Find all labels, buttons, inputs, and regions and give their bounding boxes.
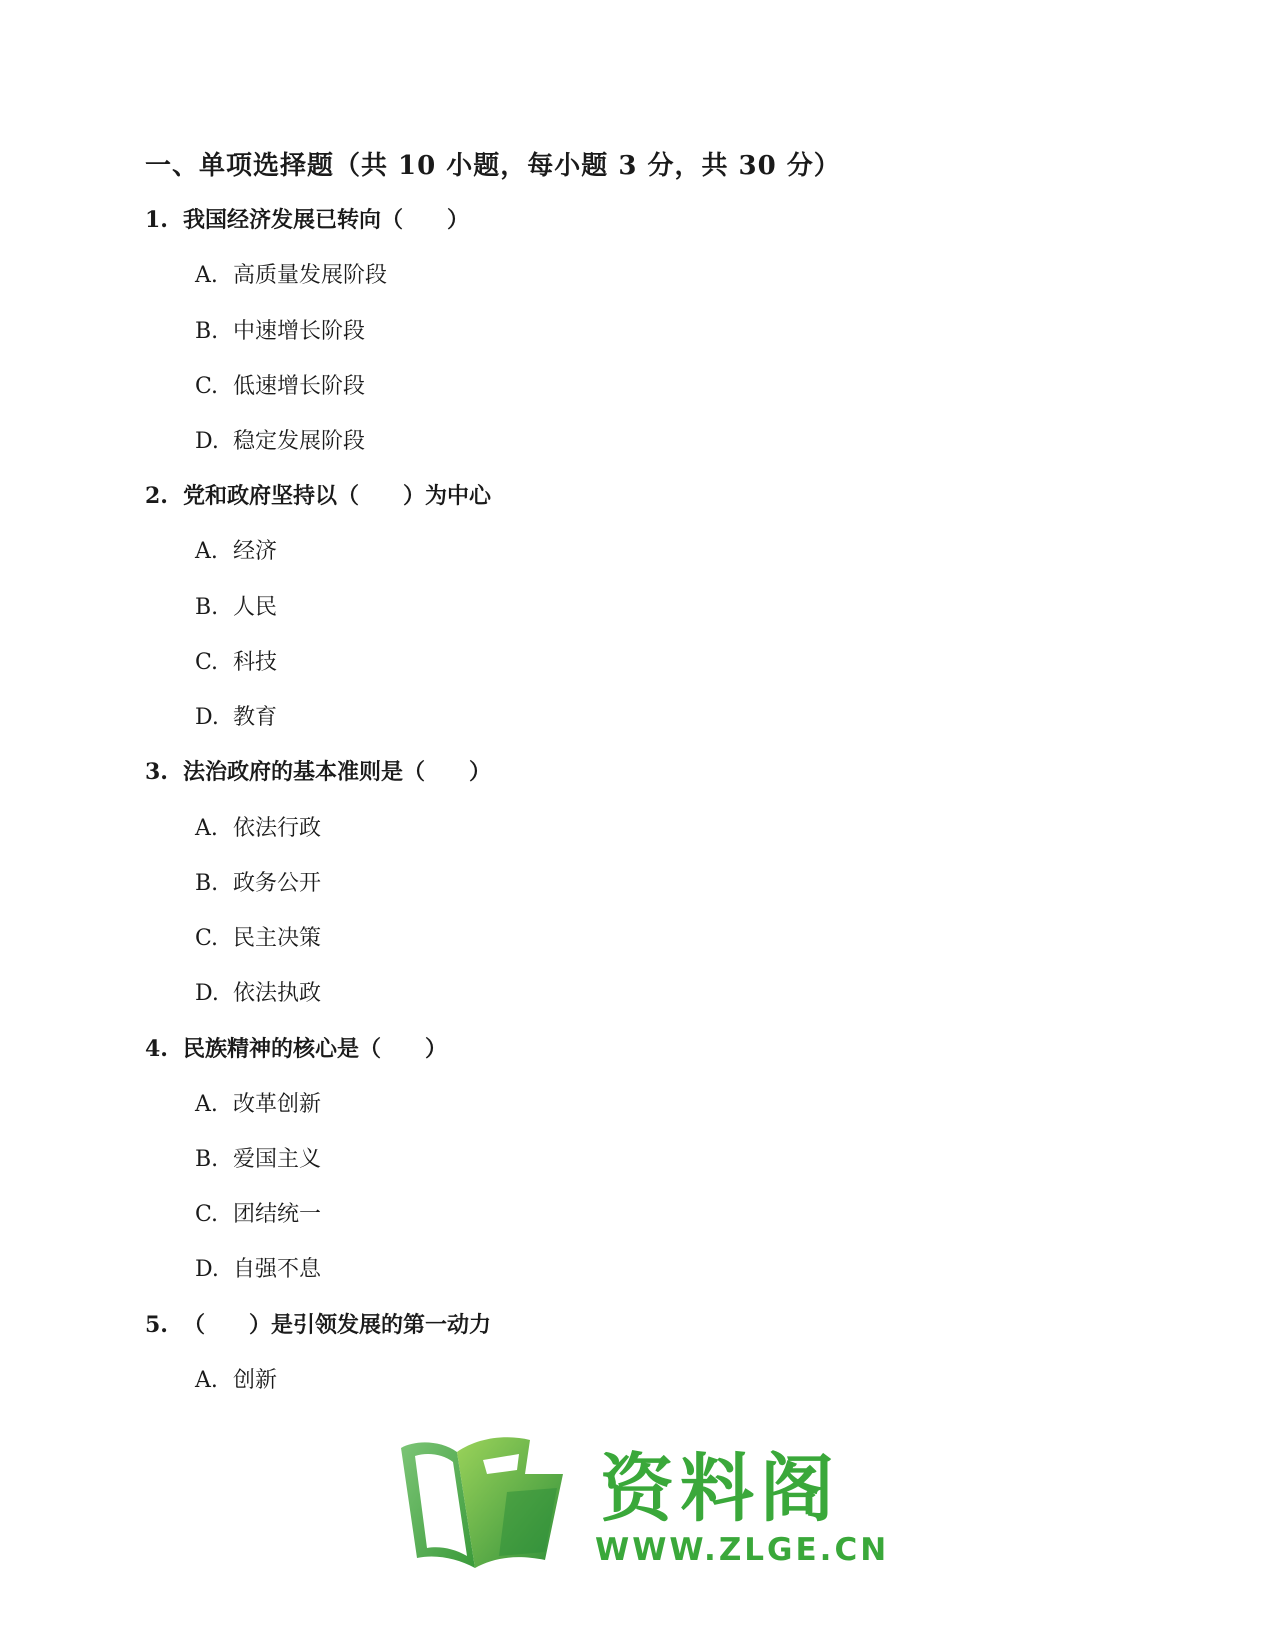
question-4-option-b [195, 1142, 321, 1173]
question-1-option-a [195, 258, 387, 289]
option-text: 高质量发展阶段 [233, 263, 388, 288]
question-number: 1. [145, 207, 168, 233]
question-number: 2. [145, 483, 168, 509]
section-title: 一、单项选择题（共 10 小题，每小题 3 分，共 30 分） [145, 151, 841, 181]
question-text: 民族精神的核心是（ ） [183, 1036, 448, 1062]
question-2-option-a [195, 534, 277, 565]
option-text: 科技 [233, 650, 278, 675]
question-4-option-d [195, 1252, 321, 1283]
question-4-option-a [195, 1087, 321, 1118]
question-text: 法治政府的基本准则是（ ） [183, 759, 492, 785]
option-text: 民主决策 [233, 926, 322, 951]
question-2-option-c [195, 645, 277, 676]
question-2-option-b [195, 590, 277, 621]
option-letter: D. [195, 1257, 219, 1282]
option-text: 改革创新 [233, 1092, 322, 1117]
question-5 [145, 1308, 491, 1339]
option-text: 经济 [233, 539, 278, 564]
option-text: 爱国主义 [233, 1147, 322, 1172]
question-number: 4. [145, 1036, 168, 1062]
option-text: 低速增长阶段 [233, 374, 366, 399]
question-text: （ ）是引领发展的第一动力 [183, 1312, 492, 1338]
option-text: 中速增长阶段 [233, 319, 366, 344]
question-2 [145, 479, 491, 510]
option-letter: D. [195, 429, 219, 454]
option-letter: B. [195, 595, 219, 620]
option-letter: C. [195, 650, 219, 675]
option-text: 创新 [233, 1368, 278, 1393]
option-text: 依法行政 [233, 816, 322, 841]
option-letter: C. [195, 926, 219, 951]
option-letter: A. [195, 1368, 218, 1393]
option-text: 稳定发展阶段 [233, 429, 366, 454]
option-letter: D. [195, 981, 219, 1006]
question-2-option-d [195, 700, 277, 731]
option-letter: B. [195, 871, 219, 896]
option-letter: A. [195, 263, 218, 288]
question-1 [145, 203, 469, 234]
question-number: 3. [145, 759, 168, 785]
option-text: 自强不息 [233, 1257, 322, 1282]
option-letter: C. [195, 1202, 219, 1227]
option-text: 人民 [233, 595, 278, 620]
question-3-option-b [195, 866, 321, 897]
option-letter: D. [195, 705, 219, 730]
option-letter: B. [195, 319, 219, 344]
question-3-option-c [195, 921, 321, 952]
watermark-name: 资料阁 [600, 1446, 840, 1532]
open-book-icon [395, 1430, 585, 1580]
question-4-option-c [195, 1197, 321, 1228]
option-text: 教育 [233, 705, 278, 730]
question-3-option-d [195, 976, 321, 1007]
option-text: 依法执政 [233, 981, 322, 1006]
option-text: 团结统一 [233, 1202, 322, 1227]
option-letter: B. [195, 1147, 219, 1172]
option-letter: C. [195, 374, 219, 399]
option-letter: A. [195, 816, 218, 841]
option-letter: A. [195, 1092, 218, 1117]
watermark-url: WWW.ZLGE.CN [595, 1532, 890, 1568]
option-letter: A. [195, 539, 218, 564]
option-text: 政务公开 [233, 871, 322, 896]
question-text: 党和政府坚持以（ ）为中心 [183, 483, 492, 509]
watermark-logo [395, 1430, 890, 1580]
question-number: 5. [145, 1312, 168, 1338]
question-1-option-c [195, 369, 365, 400]
question-4 [145, 1032, 447, 1063]
question-3-option-a [195, 811, 321, 842]
question-1-option-d [195, 424, 365, 455]
question-5-option-a [195, 1363, 277, 1394]
question-1-option-b [195, 314, 365, 345]
question-3 [145, 755, 491, 786]
question-text: 我国经济发展已转向（ ） [183, 207, 470, 233]
